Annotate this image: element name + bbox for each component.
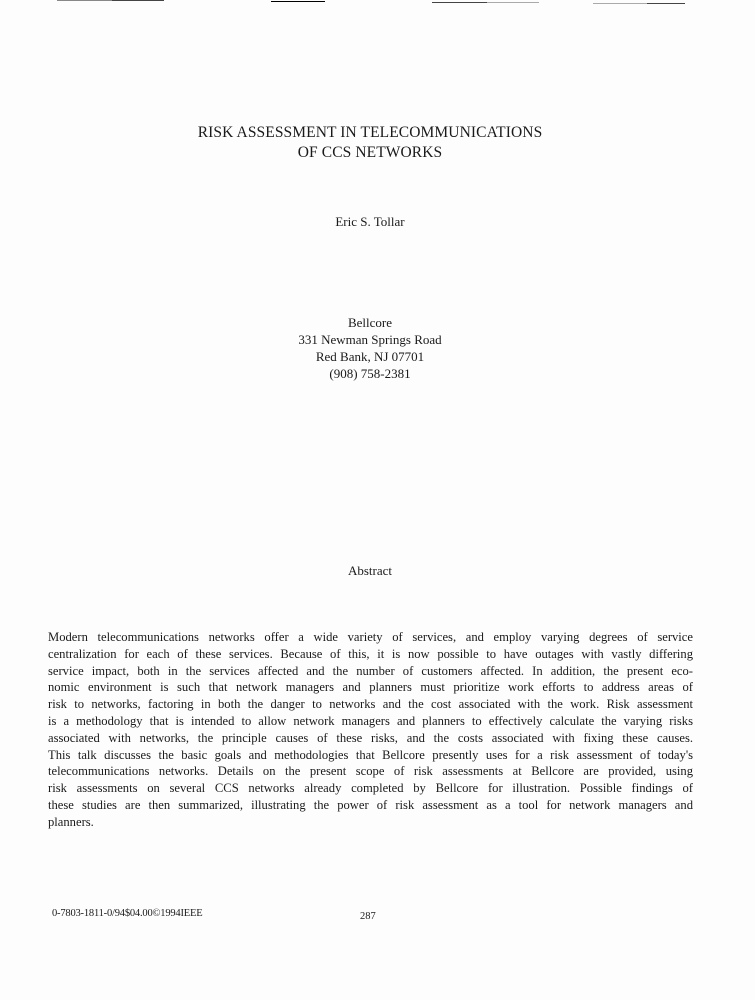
abstract-body (48, 629, 693, 831)
abstract-line: these studies are then summarized, illustrating the power of risk assessment as a tool for network managers and (48, 797, 693, 812)
scan-edge-mark (432, 2, 487, 3)
scan-edge-mark (57, 0, 112, 1)
affiliation-phone: (908) 758-2381 (329, 366, 411, 381)
abstract-line: Modern telecommunications networks offer a wide variety of services, and employ varying degrees of service (48, 630, 693, 644)
scan-edge-mark (647, 3, 685, 4)
page-number: 287 (360, 911, 376, 922)
abstract-line: This talk discusses the basic goals and methodologies that Bellcore presently uses for a risk assessment of today's (48, 747, 693, 762)
affiliation-street: 331 Newman Springs Road (298, 332, 442, 347)
scan-edge-mark (487, 2, 539, 3)
abstract-line: risk assessments on several CCS networks already completed by Bellcore for illustration. Possible findings of (48, 781, 693, 796)
abstract-line: nomic environment is such that network managers and planners must prioritize work efforts to address areas of (48, 680, 693, 695)
abstract-line: is a methodology that is intended to allow network managers and planners to effectively calculate the varying risks (48, 713, 693, 728)
abstract-line: service impact, both in the services affected and the number of customers affected. In addition, the present eco- (48, 663, 693, 678)
affiliation-org: Bellcore (347, 315, 393, 330)
author-name: Eric S. Tollar (335, 214, 405, 229)
scan-edge-mark (112, 0, 164, 1)
abstract-heading: Abstract (347, 563, 393, 578)
abstract-line: associated with networks, the principle causes of these risks, and the costs associated with fixing these causes. (48, 730, 693, 745)
title-line-1: RISK ASSESSMENT IN TELECOMMUNICATIONS (197, 124, 543, 141)
affiliation-city: Red Bank, NJ 07701 (315, 349, 425, 364)
scan-edge-mark (271, 1, 325, 2)
author-affiliation (0, 314, 740, 382)
abstract-line: risk to networks, factoring in both the danger to networks and the cost associated with the work. Risk assessment (48, 697, 693, 712)
copyright-code: 0-7803-1811-0/94$04.00©1994IEEE (52, 908, 203, 919)
scan-edge-mark (593, 3, 647, 4)
abstract-line: telecommunications networks. Details on the present scope of risk assessments at Bellcore are provided, using (48, 764, 693, 779)
abstract-line: centralization for each of these services. Because of this, it is now possible to have outages with vastly differing (48, 646, 693, 661)
paper-title (0, 123, 740, 163)
abstract-line: planners. (48, 814, 94, 829)
title-line-2: OF CCS NETWORKS (297, 144, 443, 161)
